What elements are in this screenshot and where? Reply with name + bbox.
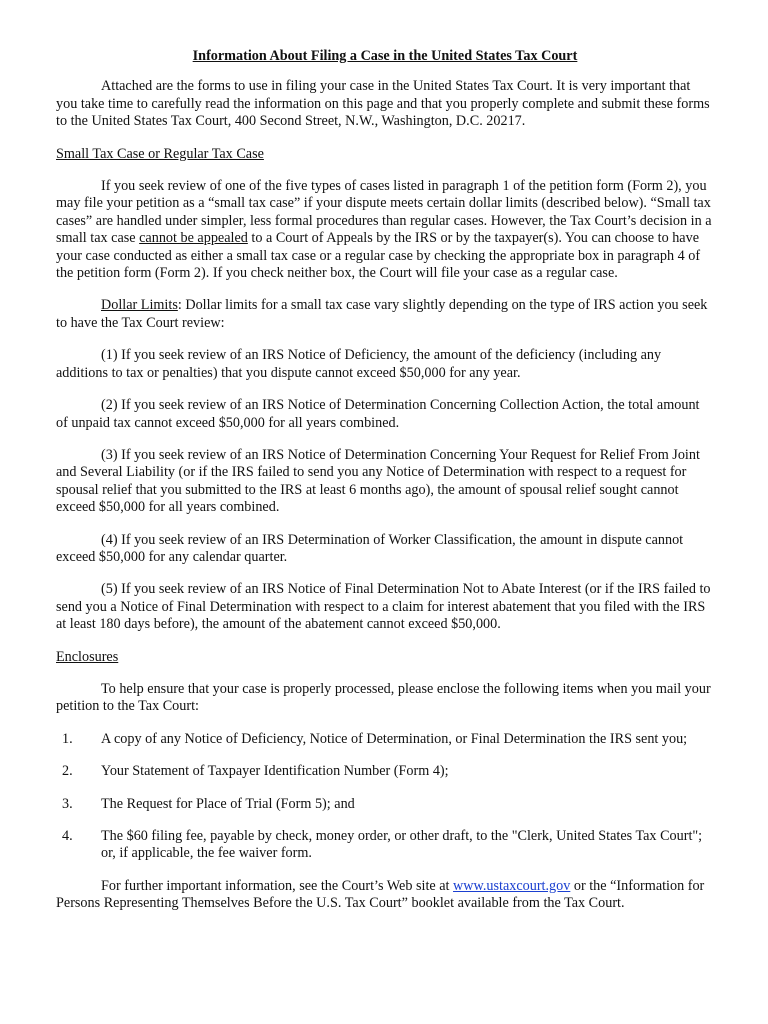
- small-tax-case-text-a: If you seek review of one of the five types of cases listed in paragraph 1 of the petition form (Form 2), you may file your petition as a “small tax case” if your dispute meets certain dollar limits (described below). “Small tax cases” are handled under simpler, less formal procedures than regular cases. However, the Tax Court’s decision in a small tax case: [56, 178, 712, 247]
- enclosures-intro: To help ensure that your case is properly processed, please enclose the following items when you mail your petition to the Tax Court:: [56, 680, 711, 715]
- enclosure-number: 3.: [62, 795, 73, 812]
- enclosure-number: 2.: [62, 763, 73, 780]
- enclosure-list-item: [56, 763, 714, 780]
- enclosure-list-item: [56, 796, 714, 813]
- cannot-be-appealed-emphasis: cannot be appealed: [139, 230, 248, 247]
- dollar-limit-item: (5) If you seek review of an IRS Notice of Final Determination Not to Abate Interest (or if the IRS failed to send you a Notice of Final Determination with respect to a claim for interest abatement that you filed with the IRS at least 180 days before), the amount of the abatement cannot exceed $50,000.: [56, 581, 711, 633]
- section-heading-enclosures: [56, 649, 714, 666]
- dollar-limits-label: Dollar Limits: [101, 297, 178, 314]
- enclosure-number: 1.: [62, 730, 73, 747]
- closing-text-after: or the “Information for Persons Representing Themselves Before the U.S. Tax Court” booklet available from the Tax Court.: [56, 877, 705, 912]
- tax-court-website-link[interactable]: www.ustaxcourt.gov: [453, 877, 571, 894]
- enclosure-number: 4.: [62, 828, 73, 844]
- enclosure-list-item: [56, 828, 714, 863]
- enclosure-text: The $60 filing fee, payable by check, money order, or other draft, to the "Clerk, United States Tax Court"; or, if applicable, the fee waiver form.: [101, 828, 703, 862]
- enclosure-text: A copy of any Notice of Deficiency, Notice of Determination, or Final Determination the IRS sent you;: [101, 730, 688, 747]
- dollar-limit-item: (2) If you seek review of an IRS Notice of Determination Concerning Collection Action, the total amount of unpaid tax cannot exceed $50,000 for all years combined.: [56, 397, 700, 431]
- section-heading-small-tax-case: [56, 146, 714, 163]
- closing-text-before: For further important information, see the Court’s Web site at: [101, 877, 454, 894]
- dollar-limits-text: : Dollar limits for a small tax case vary slightly depending on the type of IRS action you seek to have the Tax Court review:: [56, 297, 708, 331]
- dollar-limits-paragraph: [56, 297, 714, 332]
- enclosure-text: Your Statement of Taxpayer Identification Number (Form 4);: [101, 763, 449, 780]
- enclosure-list-item: [56, 731, 714, 748]
- dollar-limit-item: (1) If you seek review of an IRS Notice of Deficiency, the amount of the deficiency (including any additions to tax or penalties) that you dispute cannot exceed $50,000 for any year.: [56, 347, 662, 381]
- enclosure-text: The Request for Place of Trial (Form 5); and: [101, 795, 355, 812]
- intro-paragraph: Attached are the forms to use in filing your case in the United States Tax Court. It is very important that you take time to carefully read the information on this page and that you properly complete and submit these forms to the United States Tax Court, 400 Second Street, N.W., Washington, D.C. 20217.: [56, 78, 710, 130]
- dollar-limit-item: (4) If you seek review of an IRS Determination of Worker Classification, the amount in dispute cannot exceed $50,000 for any calendar quarter.: [56, 531, 684, 565]
- document-page: [56, 48, 714, 913]
- section-heading-text: Small Tax Case or Regular Tax Case: [56, 145, 264, 162]
- small-tax-case-paragraph: [56, 178, 714, 282]
- dollar-limit-item: (3) If you seek review of an IRS Notice of Determination Concerning Your Request for Relief From Joint and Several Liability (or if the IRS failed to send you any Notice of Determination with respect to a request for spousal relief that you submitted to the IRS at least 6 months ago), the amount of spousal relief sought cannot exceed $50,000 for all years combined.: [56, 446, 700, 516]
- closing-paragraph: [56, 878, 714, 913]
- small-tax-case-text-b: to a Court of Appeals by the IRS or by the taxpayer(s). You can choose to have your case conducted as either a small tax case or a regular case by checking the appropriate box in paragraph 4 of the petition form (Form 2). If you check neither box, the Court will file your case as a regular case.: [56, 230, 701, 282]
- section-heading-text: Enclosures: [56, 648, 119, 665]
- page-title: Information About Filing a Case in the United States Tax Court: [192, 48, 578, 64]
